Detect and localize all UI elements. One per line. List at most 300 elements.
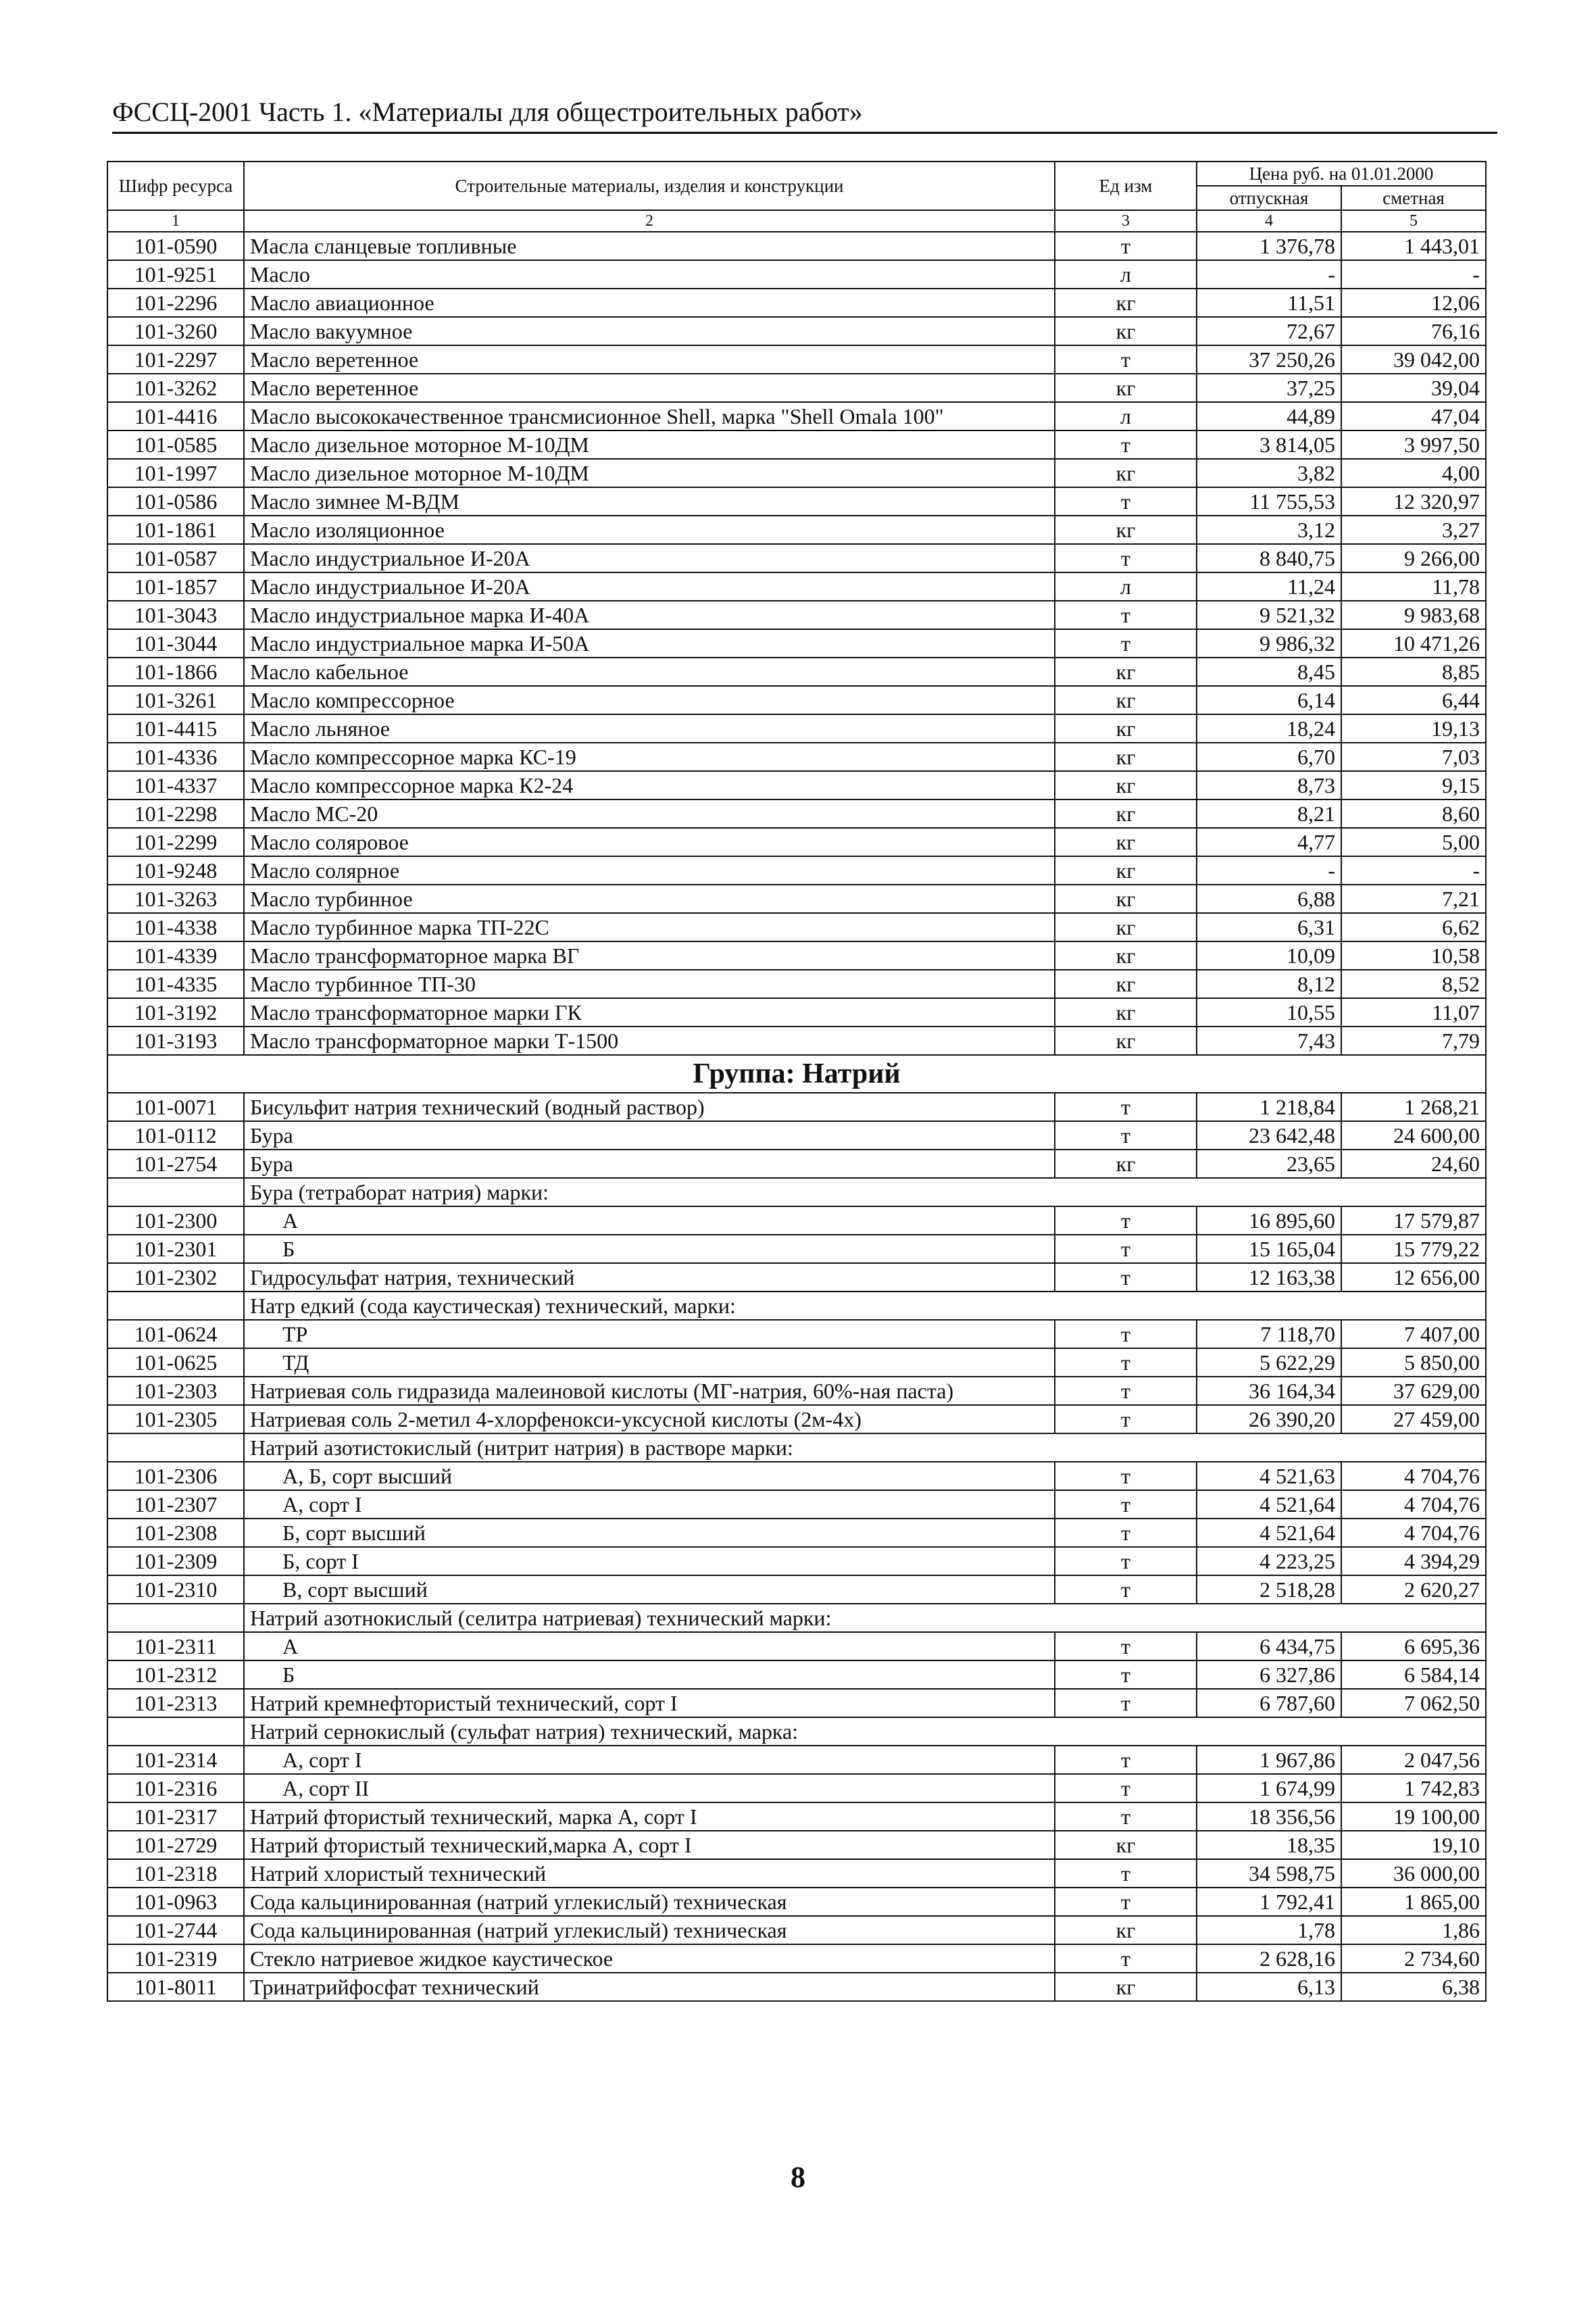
estimate-price: 12,06 <box>1341 289 1486 317</box>
table-row <box>107 1405 1486 1433</box>
estimate-price: 37 629,00 <box>1341 1377 1486 1405</box>
release-price: 12 163,38 <box>1197 1263 1341 1291</box>
estimate-price: 10 471,26 <box>1341 629 1486 658</box>
estimate-price: 7 407,00 <box>1341 1320 1486 1348</box>
unit: кг <box>1055 941 1197 970</box>
estimate-price: - <box>1341 856 1486 885</box>
estimate-price: 3,27 <box>1341 516 1486 544</box>
material-name: Гидросульфат натрия, технический <box>244 1263 1055 1291</box>
resource-code: 101-2302 <box>107 1263 244 1291</box>
estimate-price: 76,16 <box>1341 317 1486 345</box>
table-row <box>107 1575 1486 1604</box>
estimate-price: 39 042,00 <box>1341 345 1486 374</box>
material-name: Масла сланцевые топливные <box>244 232 1055 260</box>
material-name: Б, сорт I <box>244 1547 1055 1575</box>
material-name: А, сорт II <box>244 1774 1055 1802</box>
release-price: 26 390,20 <box>1197 1405 1341 1433</box>
estimate-price: 5 850,00 <box>1341 1348 1486 1377</box>
table-row <box>107 1859 1486 1888</box>
group-row <box>107 1055 1486 1093</box>
estimate-price: 4 704,76 <box>1341 1519 1486 1547</box>
material-name: Масло веретенное <box>244 374 1055 402</box>
subheading-title: Натр едкий (сода каустическая) технический, марки: <box>244 1291 1486 1320</box>
table-row <box>107 998 1486 1027</box>
unit: т <box>1055 1746 1197 1774</box>
estimate-price: 24 600,00 <box>1341 1121 1486 1150</box>
subheading-row <box>107 1178 1486 1206</box>
unit: кг <box>1055 856 1197 885</box>
release-price: - <box>1197 856 1341 885</box>
material-name: Тринатрийфосфат технический <box>244 1973 1055 2001</box>
table-row <box>107 1689 1486 1717</box>
resource-code: 101-4335 <box>107 970 244 998</box>
resource-code: 101-0624 <box>107 1320 244 1348</box>
estimate-price: 47,04 <box>1341 402 1486 430</box>
unit: т <box>1055 601 1197 629</box>
unit: т <box>1055 1689 1197 1717</box>
unit: т <box>1055 1320 1197 1348</box>
release-price: 8,21 <box>1197 799 1341 828</box>
material-name: Масло индустриальное И-20А <box>244 544 1055 572</box>
group-title: Группа: Натрий <box>107 1055 1486 1093</box>
material-name: Стекло натриевое жидкое каустическое <box>244 1944 1055 1973</box>
unit: т <box>1055 430 1197 459</box>
unit: кг <box>1055 317 1197 345</box>
release-price: 4 223,25 <box>1197 1547 1341 1575</box>
table-row <box>107 799 1486 828</box>
resource-code: 101-2309 <box>107 1547 244 1575</box>
release-price: 8,73 <box>1197 771 1341 799</box>
resource-code: 101-4338 <box>107 913 244 941</box>
estimate-price: 11,07 <box>1341 998 1486 1027</box>
resource-code: 101-9251 <box>107 260 244 289</box>
release-price: 8 840,75 <box>1197 544 1341 572</box>
unit: т <box>1055 1519 1197 1547</box>
estimate-price: 12 656,00 <box>1341 1263 1486 1291</box>
resource-code: 101-2299 <box>107 828 244 856</box>
resource-code: 101-4337 <box>107 771 244 799</box>
estimate-price: 11,78 <box>1341 572 1486 601</box>
page-header: ФССЦ-2001 Часть 1. «Материалы для общестроительных работ» <box>112 96 1497 134</box>
release-price: 10,55 <box>1197 998 1341 1027</box>
table-row <box>107 1632 1486 1660</box>
table-row <box>107 1320 1486 1348</box>
estimate-price: 7,21 <box>1341 885 1486 913</box>
release-price: 6,13 <box>1197 1973 1341 2001</box>
table-row <box>107 430 1486 459</box>
resource-code: 101-2310 <box>107 1575 244 1604</box>
table-row <box>107 1263 1486 1291</box>
material-name: Масло <box>244 260 1055 289</box>
unit: т <box>1055 1377 1197 1405</box>
material-name: Масло высококачественное трансмисионное Shell, марка "Shell Omala 100" <box>244 402 1055 430</box>
estimate-price: 6 695,36 <box>1341 1632 1486 1660</box>
table-row <box>107 856 1486 885</box>
release-price: 1 792,41 <box>1197 1888 1341 1916</box>
table-row <box>107 1348 1486 1377</box>
table-row <box>107 1547 1486 1575</box>
unit: кг <box>1055 771 1197 799</box>
table-row <box>107 1944 1486 1973</box>
estimate-price: 2 734,60 <box>1341 1944 1486 1973</box>
unit: т <box>1055 629 1197 658</box>
table-row <box>107 1150 1486 1178</box>
estimate-price: 7,03 <box>1341 743 1486 771</box>
table-row <box>107 601 1486 629</box>
resource-code: 101-0586 <box>107 487 244 516</box>
unit: кг <box>1055 1916 1197 1944</box>
estimate-price: 7 062,50 <box>1341 1689 1486 1717</box>
table-row <box>107 771 1486 799</box>
resource-code: 101-2319 <box>107 1944 244 1973</box>
release-price: 36 164,34 <box>1197 1377 1341 1405</box>
resource-code: 101-2306 <box>107 1462 244 1490</box>
material-name: Б <box>244 1660 1055 1689</box>
release-price: 23,65 <box>1197 1150 1341 1178</box>
release-price: 7,43 <box>1197 1027 1341 1055</box>
material-name: А, сорт I <box>244 1746 1055 1774</box>
unit: кг <box>1055 714 1197 743</box>
resource-code: 101-4415 <box>107 714 244 743</box>
resource-code: 101-4416 <box>107 402 244 430</box>
unit: кг <box>1055 1831 1197 1859</box>
material-name: Масло солярное <box>244 856 1055 885</box>
resource-code: 101-2311 <box>107 1632 244 1660</box>
unit: т <box>1055 1235 1197 1263</box>
table-row <box>107 828 1486 856</box>
table-row <box>107 487 1486 516</box>
estimate-price: 1 742,83 <box>1341 1774 1486 1802</box>
unit: кг <box>1055 885 1197 913</box>
estimate-price: 1 268,21 <box>1341 1093 1486 1121</box>
material-name: Масло дизельное моторное М-10ДМ <box>244 459 1055 487</box>
material-name: Масло трансформаторное марки ГК <box>244 998 1055 1027</box>
material-name: Натрий кремнефтористый технический, сорт I <box>244 1689 1055 1717</box>
material-name: А <box>244 1632 1055 1660</box>
table-row <box>107 970 1486 998</box>
release-price: 10,09 <box>1197 941 1341 970</box>
estimate-price: 9 266,00 <box>1341 544 1486 572</box>
release-price: 6 327,86 <box>1197 1660 1341 1689</box>
estimate-price: 4 704,76 <box>1341 1490 1486 1519</box>
col-number: 5 <box>1341 210 1486 232</box>
estimate-price: 1,86 <box>1341 1916 1486 1944</box>
unit: кг <box>1055 374 1197 402</box>
resource-code: 101-2317 <box>107 1802 244 1831</box>
resource-code: 101-4339 <box>107 941 244 970</box>
resource-code: 101-2298 <box>107 799 244 828</box>
material-name: Масло зимнее М-ВДМ <box>244 487 1055 516</box>
resource-code: 101-0625 <box>107 1348 244 1377</box>
unit: т <box>1055 1632 1197 1660</box>
table-row <box>107 1774 1486 1802</box>
estimate-price: 5,00 <box>1341 828 1486 856</box>
unit: кг <box>1055 658 1197 686</box>
estimate-price: 39,04 <box>1341 374 1486 402</box>
subheading-row <box>107 1717 1486 1746</box>
table-row <box>107 572 1486 601</box>
unit: т <box>1055 1121 1197 1150</box>
col-number: 1 <box>107 210 244 232</box>
material-name: Масло компрессорное марка К2-24 <box>244 771 1055 799</box>
release-price: 16 895,60 <box>1197 1206 1341 1235</box>
estimate-price: 17 579,87 <box>1341 1206 1486 1235</box>
release-price: 8,45 <box>1197 658 1341 686</box>
resource-code: 101-2314 <box>107 1746 244 1774</box>
col-header-estimate: сметная <box>1341 186 1486 210</box>
subheading-title: Натрий сернокислый (сульфат натрия) технический, марка: <box>244 1717 1486 1746</box>
material-name: Масло турбинное <box>244 885 1055 913</box>
material-name: Масло МС-20 <box>244 799 1055 828</box>
release-price: 5 622,29 <box>1197 1348 1341 1377</box>
estimate-price: 4 394,29 <box>1341 1547 1486 1575</box>
release-price: 11 755,53 <box>1197 487 1341 516</box>
release-price: 8,12 <box>1197 970 1341 998</box>
release-price: 6,31 <box>1197 913 1341 941</box>
release-price: 11,24 <box>1197 572 1341 601</box>
release-price: - <box>1197 260 1341 289</box>
table-row <box>107 459 1486 487</box>
estimate-price: 3 997,50 <box>1341 430 1486 459</box>
table-row <box>107 1519 1486 1547</box>
col-number: 2 <box>244 210 1055 232</box>
resource-code: 101-9248 <box>107 856 244 885</box>
table-head <box>107 162 1486 232</box>
resource-code: 101-2303 <box>107 1377 244 1405</box>
material-name: Масло турбинное марка ТП-22С <box>244 913 1055 941</box>
resource-code: 101-2744 <box>107 1916 244 1944</box>
table-row <box>107 1206 1486 1235</box>
material-name: Масло компрессорное марка КС-19 <box>244 743 1055 771</box>
material-name: Масло трансформаторное марки Т-1500 <box>244 1027 1055 1055</box>
material-name: Натрий фтористый технический, марка А, сорт I <box>244 1802 1055 1831</box>
table-row <box>107 1093 1486 1121</box>
resource-code: 101-2301 <box>107 1235 244 1263</box>
unit: кг <box>1055 799 1197 828</box>
estimate-price: 15 779,22 <box>1341 1235 1486 1263</box>
material-name: Натриевая соль 2-метил 4-хлорфенокси-уксусной кислоты (2м-4х) <box>244 1405 1055 1433</box>
resource-code: 101-4336 <box>107 743 244 771</box>
resource-code: 101-3260 <box>107 317 244 345</box>
resource-code: 101-1861 <box>107 516 244 544</box>
table-row <box>107 743 1486 771</box>
resource-code: 101-2307 <box>107 1490 244 1519</box>
material-name: Бура <box>244 1150 1055 1178</box>
material-name: Масло вакуумное <box>244 317 1055 345</box>
release-price: 11,51 <box>1197 289 1341 317</box>
resource-code: 101-2308 <box>107 1519 244 1547</box>
release-price: 4 521,64 <box>1197 1490 1341 1519</box>
unit: л <box>1055 260 1197 289</box>
table-row <box>107 1802 1486 1831</box>
resource-code: 101-0587 <box>107 544 244 572</box>
resource-code: 101-2300 <box>107 1206 244 1235</box>
unit: т <box>1055 1462 1197 1490</box>
unit: т <box>1055 345 1197 374</box>
unit: т <box>1055 487 1197 516</box>
release-price: 3,12 <box>1197 516 1341 544</box>
resource-code: 101-0585 <box>107 430 244 459</box>
unit: кг <box>1055 998 1197 1027</box>
table-row <box>107 658 1486 686</box>
material-name: ТД <box>244 1348 1055 1377</box>
release-price: 18,24 <box>1197 714 1341 743</box>
unit: кг <box>1055 828 1197 856</box>
estimate-price: 12 320,97 <box>1341 487 1486 516</box>
table-row <box>107 1377 1486 1405</box>
estimate-price: 10,58 <box>1341 941 1486 970</box>
unit: т <box>1055 232 1197 260</box>
table-row <box>107 1831 1486 1859</box>
estimate-price: 8,60 <box>1341 799 1486 828</box>
resource-code: 101-2316 <box>107 1774 244 1802</box>
estimate-price: - <box>1341 260 1486 289</box>
resource-code: 101-3043 <box>107 601 244 629</box>
unit: кг <box>1055 1027 1197 1055</box>
col-header-code: Шифр ресурса <box>107 162 244 210</box>
unit: т <box>1055 544 1197 572</box>
resource-code: 101-3261 <box>107 686 244 714</box>
resource-code: 101-2313 <box>107 1689 244 1717</box>
table-row <box>107 544 1486 572</box>
col-number: 3 <box>1055 210 1197 232</box>
material-name: А <box>244 1206 1055 1235</box>
release-price: 6 434,75 <box>1197 1632 1341 1660</box>
material-name: Масло трансформаторное марка ВГ <box>244 941 1055 970</box>
price-table <box>107 161 1487 2002</box>
resource-code: 101-3263 <box>107 885 244 913</box>
resource-code: 101-2305 <box>107 1405 244 1433</box>
table-row <box>107 1490 1486 1519</box>
material-name: Масло индустриальное марка И-50А <box>244 629 1055 658</box>
table-row <box>107 289 1486 317</box>
unit: кг <box>1055 516 1197 544</box>
subheading-title: Бура (тетраборат натрия) марки: <box>244 1178 1486 1206</box>
material-name: Натриевая соль гидразида малеиновой кислоты (МГ-натрия, 60%-ная паста) <box>244 1377 1055 1405</box>
material-name: Сода кальцинированная (натрий углекислый) техническая <box>244 1888 1055 1916</box>
material-name: Б <box>244 1235 1055 1263</box>
release-price: 37 250,26 <box>1197 345 1341 374</box>
table-row <box>107 1916 1486 1944</box>
estimate-price: 2 047,56 <box>1341 1746 1486 1774</box>
col-header-release: отпускная <box>1197 186 1341 210</box>
release-price: 72,67 <box>1197 317 1341 345</box>
material-name: Масло компрессорное <box>244 686 1055 714</box>
release-price: 9 521,32 <box>1197 601 1341 629</box>
estimate-price: 4 704,76 <box>1341 1462 1486 1490</box>
empty-cell <box>107 1291 244 1320</box>
release-price: 4,77 <box>1197 828 1341 856</box>
table-row <box>107 1746 1486 1774</box>
estimate-price: 1 443,01 <box>1341 232 1486 260</box>
unit: т <box>1055 1575 1197 1604</box>
table-row <box>107 516 1486 544</box>
release-price: 6,14 <box>1197 686 1341 714</box>
estimate-price: 8,52 <box>1341 970 1486 998</box>
table-row <box>107 1027 1486 1055</box>
resource-code: 101-1857 <box>107 572 244 601</box>
subheading-row <box>107 1291 1486 1320</box>
resource-code: 101-0112 <box>107 1121 244 1150</box>
unit: кг <box>1055 913 1197 941</box>
release-price: 1 967,86 <box>1197 1746 1341 1774</box>
unit: кг <box>1055 289 1197 317</box>
unit: т <box>1055 1859 1197 1888</box>
material-name: Натрий хлористый технический <box>244 1859 1055 1888</box>
material-name: Масло индустриальное марка И-40А <box>244 601 1055 629</box>
table-row <box>107 941 1486 970</box>
resource-code: 101-3193 <box>107 1027 244 1055</box>
release-price: 4 521,64 <box>1197 1519 1341 1547</box>
page-number: 8 <box>791 2161 805 2194</box>
estimate-price: 2 620,27 <box>1341 1575 1486 1604</box>
empty-cell <box>107 1604 244 1632</box>
estimate-price: 6,38 <box>1341 1973 1486 2001</box>
estimate-price: 36 000,00 <box>1341 1859 1486 1888</box>
resource-code: 101-2729 <box>107 1831 244 1859</box>
table-row <box>107 885 1486 913</box>
resource-code: 101-3044 <box>107 629 244 658</box>
release-price: 44,89 <box>1197 402 1341 430</box>
release-price: 6 787,60 <box>1197 1689 1341 1717</box>
release-price: 2 628,16 <box>1197 1944 1341 1973</box>
unit: т <box>1055 1263 1197 1291</box>
subheading-row <box>107 1433 1486 1462</box>
table-row <box>107 913 1486 941</box>
unit: т <box>1055 1547 1197 1575</box>
empty-cell <box>107 1433 244 1462</box>
release-price: 1,78 <box>1197 1916 1341 1944</box>
subheading-title: Натрий азотнокислый (селитра натриевая) технический марки: <box>244 1604 1486 1632</box>
estimate-price: 19 100,00 <box>1341 1802 1486 1831</box>
unit: т <box>1055 1348 1197 1377</box>
resource-code: 101-2296 <box>107 289 244 317</box>
release-price: 7 118,70 <box>1197 1320 1341 1348</box>
release-price: 9 986,32 <box>1197 629 1341 658</box>
table-row <box>107 629 1486 658</box>
resource-code: 101-2318 <box>107 1859 244 1888</box>
material-name: ТР <box>244 1320 1055 1348</box>
unit: т <box>1055 1660 1197 1689</box>
unit: кг <box>1055 686 1197 714</box>
table-row <box>107 374 1486 402</box>
unit: т <box>1055 1774 1197 1802</box>
unit: кг <box>1055 1150 1197 1178</box>
empty-cell <box>107 1178 244 1206</box>
release-price: 15 165,04 <box>1197 1235 1341 1263</box>
estimate-price: 6,62 <box>1341 913 1486 941</box>
release-price: 2 518,28 <box>1197 1575 1341 1604</box>
resource-code: 101-8011 <box>107 1973 244 2001</box>
table-row <box>107 1121 1486 1150</box>
unit: кг <box>1055 970 1197 998</box>
unit: кг <box>1055 459 1197 487</box>
unit: т <box>1055 1490 1197 1519</box>
release-price: 1 218,84 <box>1197 1093 1341 1121</box>
unit: кг <box>1055 743 1197 771</box>
estimate-price: 6 584,14 <box>1341 1660 1486 1689</box>
resource-code: 101-1997 <box>107 459 244 487</box>
unit: т <box>1055 1802 1197 1831</box>
col-header-unit: Ед изм <box>1055 162 1197 210</box>
unit: т <box>1055 1093 1197 1121</box>
col-number: 4 <box>1197 210 1341 232</box>
resource-code: 101-3192 <box>107 998 244 1027</box>
unit: т <box>1055 1206 1197 1235</box>
table-row <box>107 232 1486 260</box>
resource-code: 101-2312 <box>107 1660 244 1689</box>
table-row <box>107 1973 1486 2001</box>
